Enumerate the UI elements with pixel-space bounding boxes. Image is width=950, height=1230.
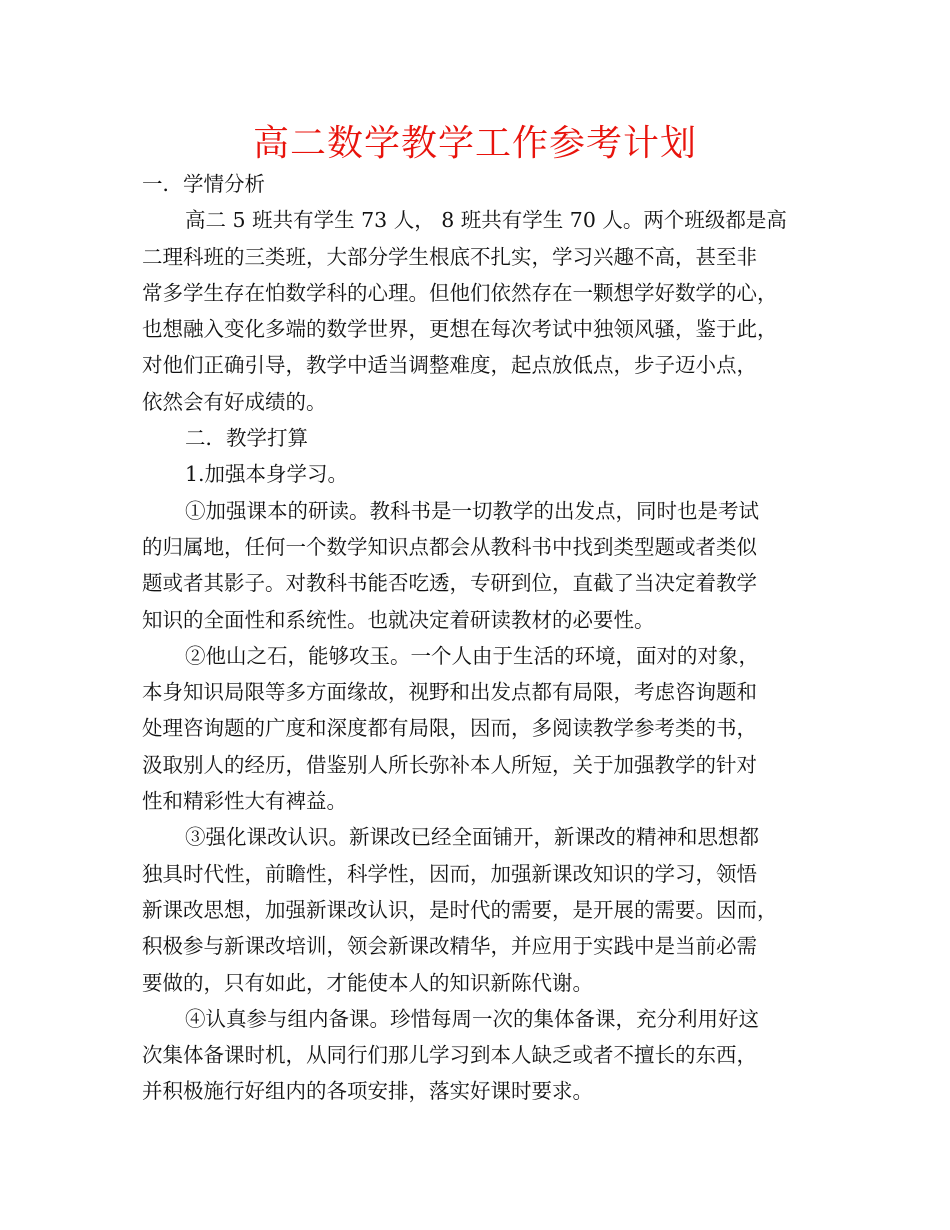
text-line: 处理咨询题的广度和深度都有局限，因而，多阅读教学参考类的书， bbox=[142, 716, 757, 741]
text-line: 1.加强本身学习。 bbox=[185, 462, 349, 487]
text-line: 知识的全面性和系统性。也就决定着研读教材的必要性。 bbox=[142, 607, 655, 632]
text-line: 题或者其影子。对教科书能否吃透，专研到位，直截了当决定着教学 bbox=[142, 571, 757, 596]
text-line: 次集体备课时机，从同行们那儿学习到本人缺乏或者不擅长的东西， bbox=[142, 1043, 757, 1068]
text-line: 的归属地，任何一个数学知识点都会从教科书中找到类型题或者类似 bbox=[142, 534, 757, 559]
document-title: 高二数学教学工作参考计划 bbox=[252, 123, 697, 164]
text-line: 常多学生存在怕数学科的心理。但他们依然存在一颗想学好数学的心， bbox=[142, 280, 778, 305]
text-line: 一．学情分析 bbox=[142, 172, 265, 196]
text-line: 二．教学打算 bbox=[185, 426, 308, 451]
text-line: ③强化课改认识。新课改已经全面铺开，新课改的精神和思想都 bbox=[185, 825, 759, 850]
text-line: ①加强课本的研读。教科书是一切教学的出发点，同时也是考试 bbox=[185, 498, 759, 523]
text-line: 高二 5 班共有学生 73 人， 8 班共有学生 70 人。两个班级都是高 bbox=[185, 208, 787, 233]
text-line: 并积极施行好组内的各项安排，落实好课时要求。 bbox=[142, 1079, 593, 1104]
text-line: 积极参与新课改培训，领会新课改精华，并应用于实践中是当前必需 bbox=[142, 934, 757, 959]
text-line: 依然会有好成绩的。 bbox=[142, 389, 327, 414]
text-line: 也想融入变化多端的数学世界，更想在每次考试中独领风骚，鉴于此， bbox=[142, 317, 778, 342]
text-line: 新课改思想，加强新课改认识，是时代的需要，是开展的需要。因而， bbox=[142, 897, 778, 922]
text-line: 二理科班的三类班，大部分学生根底不扎实，学习兴趣不高，甚至非 bbox=[142, 244, 757, 269]
text-line: ④认真参与组内备课。珍惜每周一次的集体备课，充分利用好这 bbox=[185, 1006, 759, 1031]
text-line: ②他山之石，能够攻玉。一个人由于生活的环境，面对的对象， bbox=[185, 643, 759, 668]
document-body bbox=[142, 166, 832, 1110]
text-line: 对他们正确引导，教学中适当调整难度，起点放低点，步子迈小点， bbox=[142, 353, 757, 378]
text-line: 独具时代性，前瞻性，科学性，因而，加强新课改知识的学习，领悟 bbox=[142, 861, 757, 886]
text-line: 性和精彩性大有裨益。 bbox=[142, 789, 347, 814]
text-line: 要做的，只有如此，才能使本人的知识新陈代谢。 bbox=[142, 970, 593, 995]
text-line: 本身知识局限等多方面缘故，视野和出发点都有局限，考虑咨询题和 bbox=[142, 680, 757, 705]
text-line: 汲取别人的经历，借鉴别人所长弥补本人所短，关于加强教学的针对 bbox=[142, 752, 757, 777]
